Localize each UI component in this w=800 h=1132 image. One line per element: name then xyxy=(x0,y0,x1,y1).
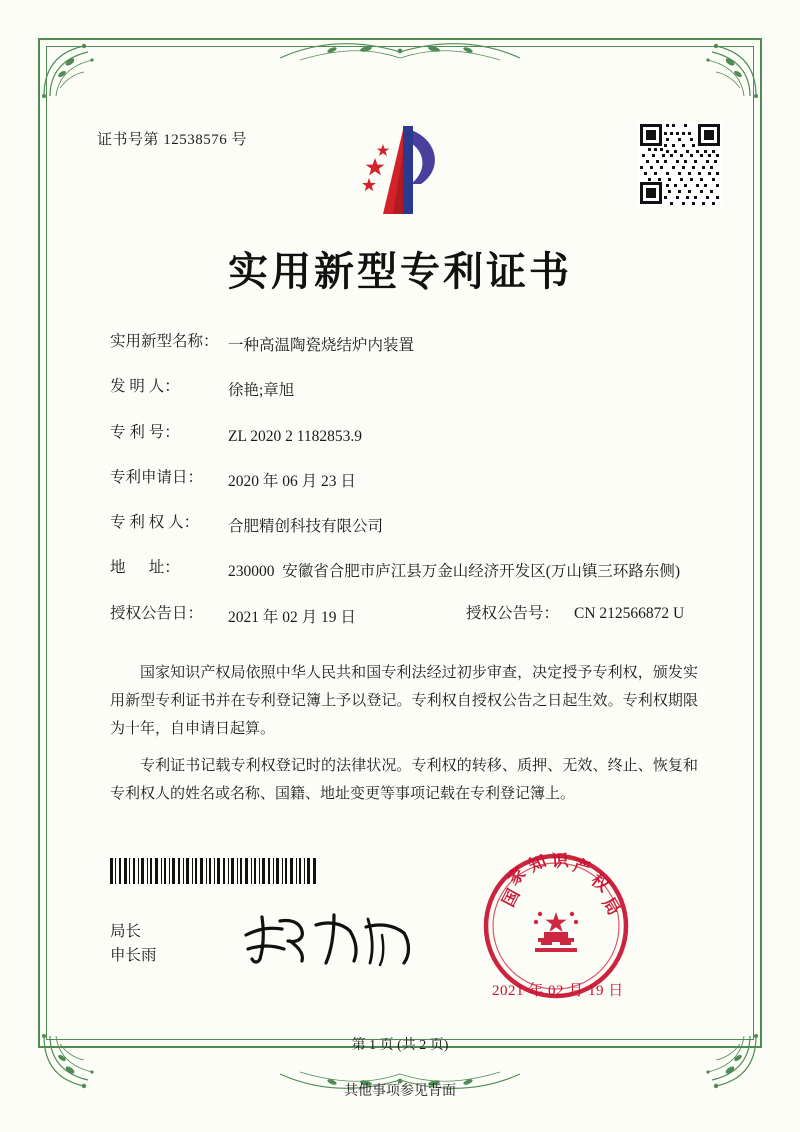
legal-text xyxy=(110,660,698,819)
svg-text:家: 家 xyxy=(503,863,530,890)
svg-text:识: 识 xyxy=(550,852,570,872)
official-seal xyxy=(482,852,630,1000)
svg-text:局: 局 xyxy=(597,894,624,920)
field-row-application-date xyxy=(110,470,710,493)
certificate-number: 证书号第 12538576 号 xyxy=(97,132,248,148)
field-label: 专 利 号： xyxy=(110,423,180,441)
svg-text:国: 国 xyxy=(498,885,525,911)
field-row-grant-announcement xyxy=(110,606,710,629)
patent-office-logo-icon xyxy=(349,118,457,226)
field-value-grant-number: CN 212566872 U xyxy=(574,604,685,622)
qr-code xyxy=(638,122,722,206)
field-value: 2020 年 06 月 23 日 xyxy=(228,472,356,490)
field-label: 地 址： xyxy=(110,559,180,577)
field-value: ZL 2020 2 1182853.9 xyxy=(228,427,363,445)
signature-block xyxy=(110,920,157,968)
field-label: 发 明 人： xyxy=(110,378,180,396)
field-value: 合肥精创科技有限公司 xyxy=(228,518,384,535)
certificate-fields xyxy=(110,334,710,651)
field-row-utility-model-name xyxy=(110,334,710,357)
field-label-grant-number: 授权公告号： xyxy=(466,604,560,622)
director-role-label: 局长 xyxy=(110,923,142,940)
field-value: 230000 安徽省合肥市庐江县万金山经济开发区(万山镇三环路东侧) xyxy=(228,563,681,581)
barcode xyxy=(110,858,316,884)
field-label: 专 利 权 人： xyxy=(110,514,200,531)
page-number: 第 1 页 (共 2 页) xyxy=(351,1038,449,1053)
svg-text:权: 权 xyxy=(586,870,613,897)
field-value: 一种高温陶瓷烧结炉内装置 xyxy=(228,337,415,354)
field-row-patent-number xyxy=(110,425,710,448)
director-name: 申长雨 xyxy=(110,947,157,965)
field-row-patentee xyxy=(110,515,710,538)
field-label-grant-date: 授权公告日： xyxy=(110,604,204,622)
field-row-address xyxy=(110,560,710,583)
footnote: 其他事项参见背面 xyxy=(344,1084,456,1099)
seal-date: 2021 年 02 月 19 日 xyxy=(492,983,624,999)
paragraph-2: 专利证书记载专利权登记时的法律状况。专利权的转移、质押、无效、终止、恢复和专利权人的姓名或名称、国籍、地址变更等事项记载在专利登记簿上。 xyxy=(110,758,698,802)
field-value-grant-date: 2021 年 02 月 19 日 xyxy=(228,608,356,626)
handwritten-signature-icon xyxy=(238,905,418,971)
svg-text:知: 知 xyxy=(525,852,550,877)
top-ornament-icon xyxy=(270,38,530,66)
field-label: 实用新型名称： xyxy=(110,333,219,350)
paragraph-1: 国家知识产权局依照中华人民共和国专利法经过初步审查，决定授予专利权，颁发实用新型专利证书并在专利登记簿上予以登记。专利权自授权公告之日起生效。专利权期限为十年，自申请日起算。 xyxy=(110,665,698,737)
page-title: 实用新型专利证书 xyxy=(228,249,572,295)
field-row-inventor xyxy=(110,379,710,402)
field-label: 专利申请日： xyxy=(110,468,204,486)
svg-text:产: 产 xyxy=(570,855,593,880)
field-value: 徐艳;章旭 xyxy=(228,382,295,400)
